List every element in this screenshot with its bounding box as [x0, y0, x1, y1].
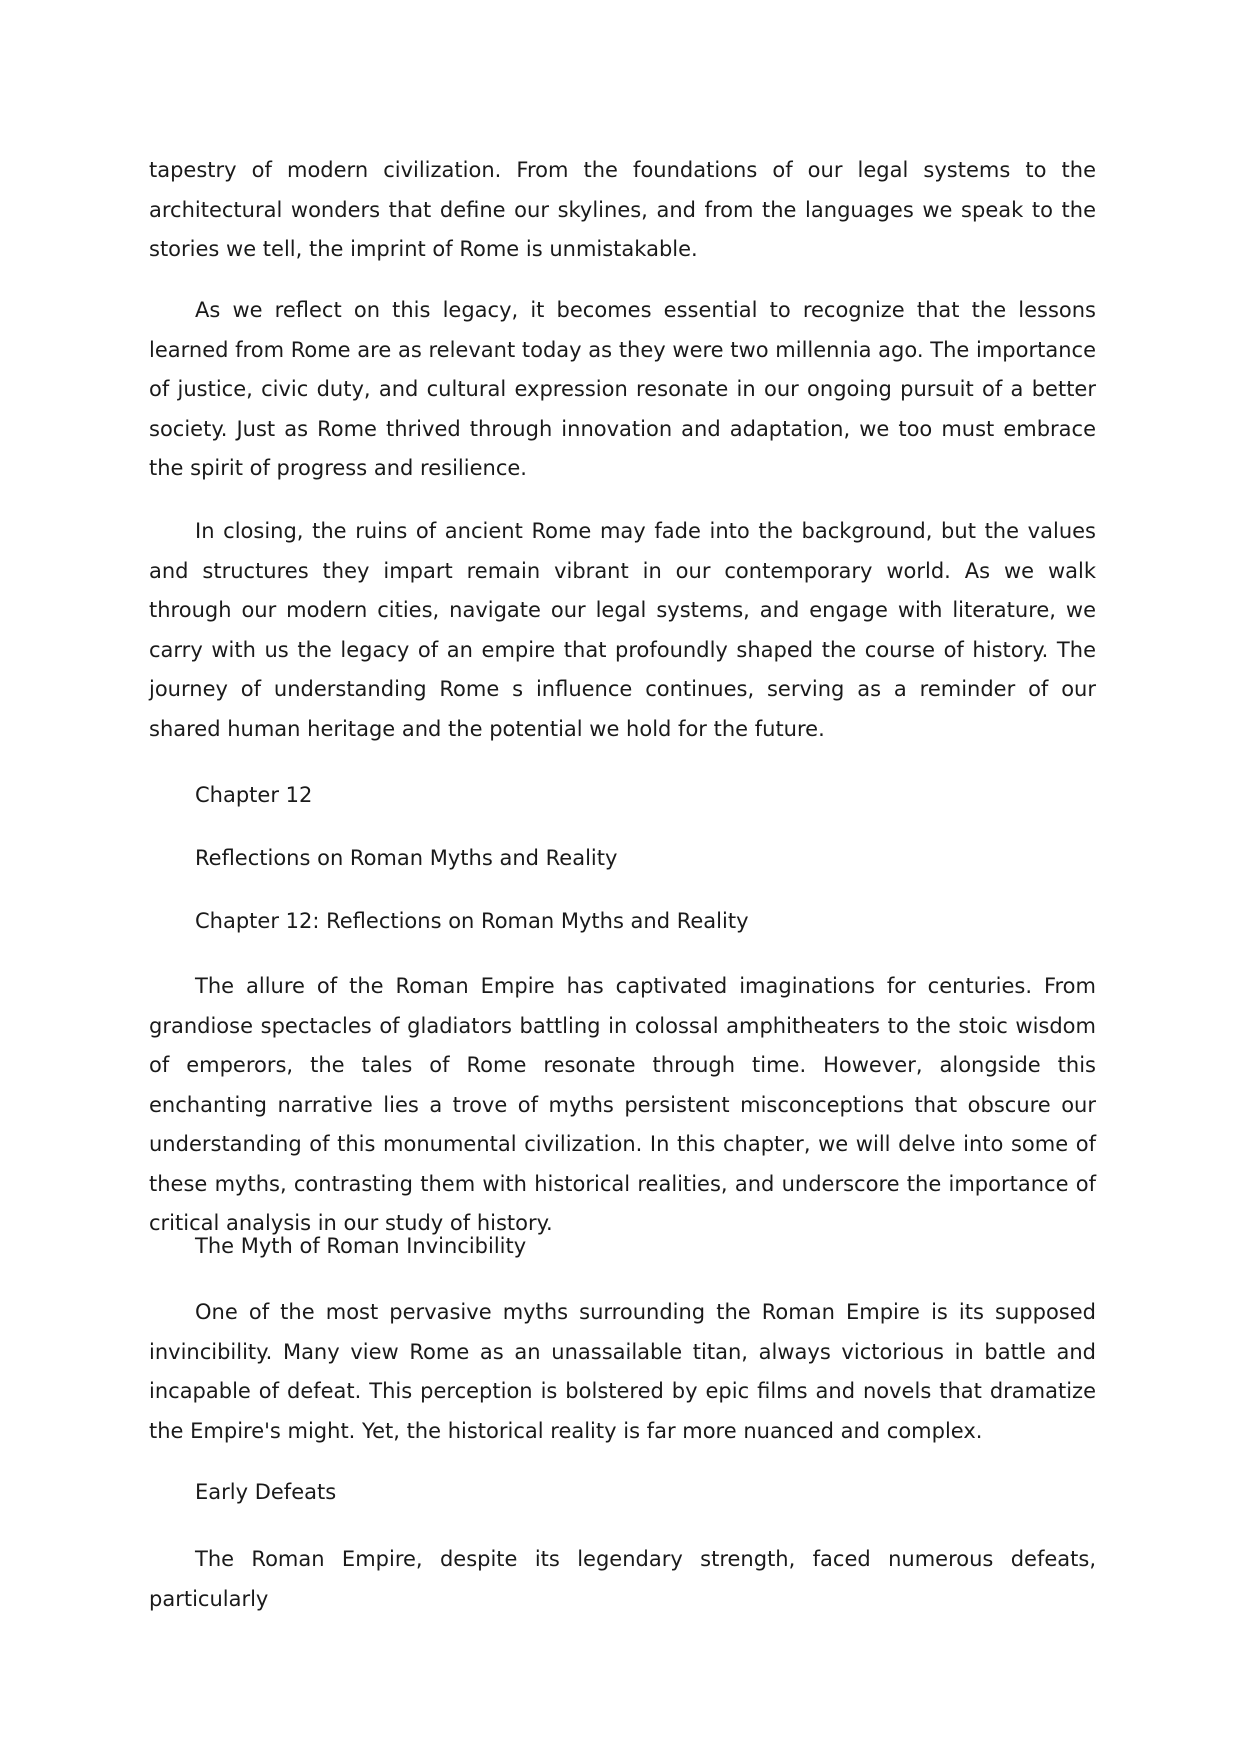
paragraph-closing: In closing, the ruins of ancient Rome may fade into the background, but the values and structures they impart remain vibrant in our contemporary world. As we walk through our modern cities, navigate our legal systems, and engage with literature, we carry with us the legacy of an empire that profoundly shaped the course of history. The journey of understanding Rome s influence continues, serving as a reminder of our shared human heritage and the potential we hold for the future.: [149, 519, 1096, 741]
chapter-number-heading: Chapter 12: [195, 783, 313, 807]
paragraph-legacy-reflection: As we reflect on this legacy, it becomes essential to recognize that the lessons learned from Rome are as relevant today as they were two millennia ago. The importance of justice, civic duty, and cultural expression resonate in our ongoing pursuit of a better society. Just as Rome thrived through innovation and adaptation, we too must embrace the spirit of progress and resilience.: [149, 298, 1096, 480]
paragraph-continuation: tapestry of modern civilization. From the foundations of our legal systems to the architectural wonders that define our skylines, and from the languages we speak to the stories we tell, the imprint of Rome is unmistakable.: [149, 158, 1096, 261]
paragraph-chapter-intro: The allure of the Roman Empire has captivated imaginations for centuries. From grandiose spectacles of gladiators battling in colossal amphitheaters to the stoic wisdom of emperors, the tales of Rome resonate through time. However, alongside this enchanting narrative lies a trove of myths persistent misconceptions that obscure our understanding of this monumental civilization. In this chapter, we will delve into some of these myths, contrasting them with historical realities, and underscore the importance of critical analysis in our study of history.: [149, 974, 1096, 1235]
chapter-title-heading: Reflections on Roman Myths and Reality: [195, 846, 618, 870]
paragraph-early-defeats: The Roman Empire, despite its legendary strength, faced numerous defeats, particularly: [149, 1547, 1096, 1611]
subsection-heading-early-defeats: Early Defeats: [195, 1480, 337, 1504]
chapter-full-heading: Chapter 12: Reflections on Roman Myths and Reality: [195, 909, 749, 933]
section-heading-invincibility: The Myth of Roman Invincibility: [195, 1234, 527, 1258]
paragraph-invincibility-myth: One of the most pervasive myths surrounding the Roman Empire is its supposed invincibility. Many view Rome as an unassailable titan, always victorious in battle and incapable of defeat. This perception is bolstered by epic films and novels that dramatize the Empire's might. Yet, the historical reality is far more nuanced and complex.: [149, 1300, 1096, 1443]
